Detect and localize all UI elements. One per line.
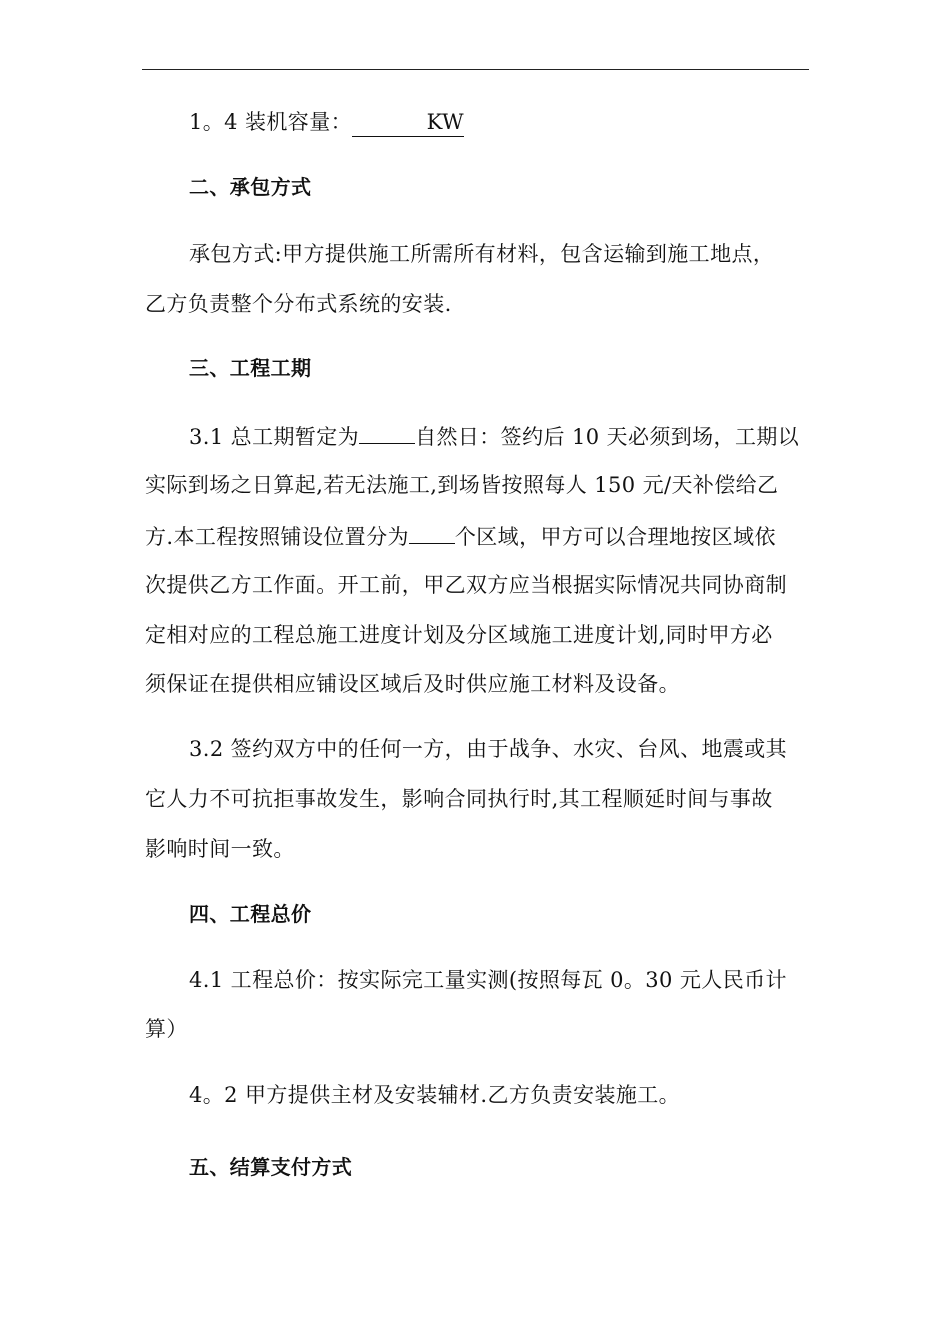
p31-line4: 次提供乙方工作面。开工前，甲乙双方应当根据实际情况共同协商制 <box>145 573 787 597</box>
section2-para-line1: 承包方式:甲方提供施工所需所有材料，包含运输到施工地点， <box>189 242 775 266</box>
section4-heading: 四、工程总价 <box>189 902 312 926</box>
p42-line: 4。2 甲方提供主材及安装辅材.乙方负责安装施工。 <box>189 1083 681 1107</box>
section2-heading: 二、承包方式 <box>189 175 312 199</box>
p41-line2: 算） <box>145 1017 188 1041</box>
section5-heading: 五、结算支付方式 <box>189 1155 353 1179</box>
duration-blank <box>359 423 415 444</box>
p31-line1-b: 自然日：签约后 10 天必须到场，工期以 <box>415 425 800 449</box>
region-count-blank <box>409 523 455 544</box>
p31-line5: 定相对应的工程总施工进度计划及分区域施工进度计划,同时甲方必 <box>145 623 773 647</box>
section2-para-line2: 乙方负责整个分布式系统的安装. <box>145 292 452 316</box>
p32-line3: 影响时间一致。 <box>145 837 295 861</box>
p31-line1-a: 3.1 总工期暂定为 <box>189 425 360 449</box>
capacity-line <box>189 110 464 137</box>
p31-line3-a: 方.本工程按照铺设位置分为 <box>145 525 409 549</box>
p31-line3-b: 个区域，甲方可以合理地按区域依 <box>454 525 776 549</box>
p31-line6: 须保证在提供相应铺设区域后及时供应施工材料及设备。 <box>145 672 680 696</box>
header-rule <box>142 69 809 70</box>
capacity-unit-blank: KW <box>352 110 464 137</box>
p31-line2: 实际到场之日算起,若无法施工,到场皆按照每人 150 元/天补偿给乙 <box>145 473 779 497</box>
p32-line1: 3.2 签约双方中的任何一方，由于战争、水灾、台风、地震或其 <box>189 737 788 761</box>
section3-heading: 三、工程工期 <box>189 356 312 380</box>
p32-line2: 它人力不可抗拒事故发生，影响合同执行时,其工程顺延时间与事故 <box>145 787 773 811</box>
capacity-label: 1。4 装机容量： <box>189 110 352 134</box>
p41-line1: 4.1 工程总价：按实际完工量实测(按照每瓦 0。30 元人民币计 <box>189 968 787 992</box>
p31-line1 <box>189 423 799 449</box>
p31-line3 <box>145 523 776 549</box>
